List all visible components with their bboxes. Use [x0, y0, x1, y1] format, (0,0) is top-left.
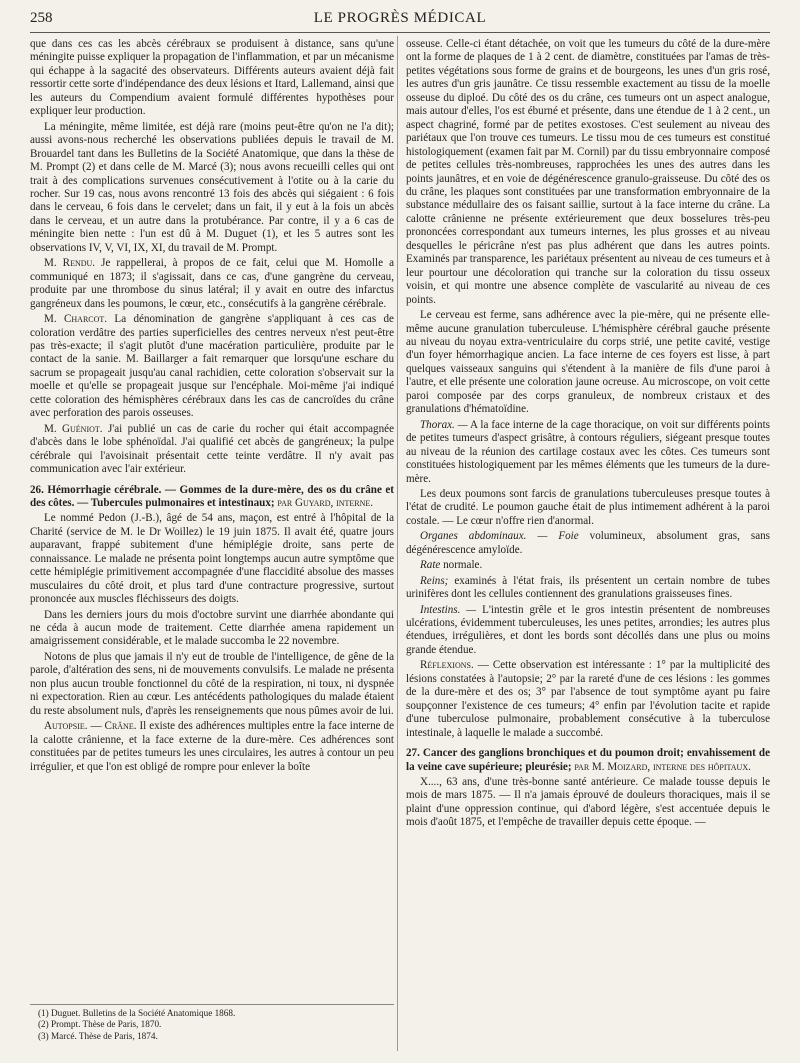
paragraph: La méningite, même limitée, est déjà rare (moins peut-être qu'on ne l'a dit); aussi avons-nous recherché les observations publiées depuis le travail de M. Brouardel tant dans les Bulletins de la Société Anatomique, que dans la thèse de M. Prompt (2) et dans celle de M. Marcé (3); nous avons recueilli celles qui ont trait à des complications survenues consécutivement à l'otite ou à la carie du rocher. Sur 19 cas, nous avons rencontré 13 fois des abcès qui siégaient : 6 fois dans le cerveau, 6 fois dans le cervelet; dans un fait, il y eut à la fois un abcès dans le cerveau, et un autre dans la protubérance. Par contre, il y a 6 cas de méningite bien nette : l'un est dû à M. Duguet (1), et les 5 autres sont les observations IV, V, VI, IX, XI, du travail de M. Prompt. — [30, 120, 394, 254]
paragraph — [406, 530, 770, 557]
paragraph — [30, 423, 394, 477]
paragraph-text: Je rappellerai, à propos de ce fait, celui que M. Homolle a communiqué en 1873; il s'agissait, dans ce cas, d'une gangrène du cerveau, produite par une thrombose du sinus latéral; il y avait en outre des infarctus gangréneux dans les poumons, le cœur, etc., consécutifs à la gangrène cérébrale. — [30, 257, 394, 310]
journal-title: LE PROGRÈS MÉDICAL — [313, 10, 487, 26]
paragraph-text: J'ai publié un cas de carie du rocher qui était accompagnée d'abcès dans le lobe sphénoïdal. J'ai qualifié cet abcès de gangréneux; la pulpe cérébrale qui l'avoisinait présentait cette teinte verdâtre. Il n'y avait pas communication avec l'air extérieur. — [30, 422, 394, 476]
paragraph: X...., 63 ans, d'une très-bonne santé antérieure. Ce malade tousse depuis le mois de mars 1875. — Il n'a jamais éprouvé de douleurs thoraciques, mais il se plaint d'une oppression continue, qui d'abord légère, s'est accentuée depuis le mois d'août 1875, et l'empêche de travailler depuis cette époque. — — [406, 776, 770, 829]
section-author: par M. Moizard, interne des hôpitaux. — [574, 760, 751, 773]
speaker: Thorax. — — [420, 418, 468, 431]
speaker: Reins; — [420, 574, 449, 587]
paragraph — [406, 575, 770, 602]
paragraph-text: A la face interne de la cage thoracique, on voit sur différents points de petites tumeurs d'aspect grisâtre, à contours réguliers, siégeant presque toutes au niveau de la réunion des cartilage costaux avec les côtes. Ces tumeurs sont constituées histologiquement par les mêmes éléments que les tumeurs de la dure-mère. — [406, 418, 770, 485]
footnote: (3) Marcé. Thèse de Paris, 1874. — [38, 1030, 158, 1041]
paragraph: Le nommé Pedon (J.-B.), âgé de 54 ans, maçon, est entré à l'hôpital de la Charité (service de M. le Dr Woillez) le 19 juin 1875. Il avait été, quatre jours auparavant, frappé subitement d'une hémiplégie droite, sans perte de connaissance. Le malade ne présenta point longtemps aucun autre symptôme que cette hémiplégie primitivement accompagnée d'une flaccidité absolue des masses musculaires du côté droit, et plus tard d'une contracture progressive, surtout prononcée aux muscles fléchisseurs des doigts. — [30, 512, 394, 606]
paragraph-text: examinés à l'état frais, ils présentent un certain nombre de tubes urinifères dont les cellules contiennent des granulations graisseuses fines. — [406, 574, 770, 601]
paragraph-text: normale. — [443, 559, 483, 572]
section-author: par Guyard, interne. — [277, 496, 374, 509]
paragraph-text: Il existe des adhérences multiples entre la face interne de la calotte crânienne, et la face externe de la dure-mère. Ces adhérences sont constituées par de petites tumeurs les unes circulaires, les autres à contour un peu irrégulier, et que l'on est obligé de rompre pour enlever la boîte — [30, 720, 395, 773]
column-divider — [397, 36, 398, 1051]
speaker: Autopsie. — Crâne. — [44, 720, 137, 733]
paragraph — [30, 257, 394, 311]
paragraph — [406, 604, 770, 658]
section-heading — [406, 747, 770, 774]
speaker: M. Guéniot. — [44, 422, 103, 435]
paragraph — [406, 559, 770, 572]
left-column — [30, 38, 394, 776]
paragraph-text: L'intestin grêle et le gros intestin présentent de nombreuses ulcérations, évidemment tuberculeuses, les unes petites, arrondies; les autres plus étendues, irrégulières, et dont les bords sont décollés dans une plus ou moins grande étendue. — [406, 603, 770, 656]
paragraph-text: Cette observation est intéressante : 1° par la multiplicité des lésions constatées à l'autopsie; 2° par la rareté d'une de ces lésions : les gommes de la dure-mère et des os; 3° par l'absence de tout symptôme ayant pu faire soupçonner l'existence de ces tumeurs; 4° enfin par l'évolution tacite et rapide d'une tuberculose pulmonaire, probablement consécutive à la tuberculose intestinale, à laquelle le malade a succombé. — [406, 659, 770, 739]
paragraph — [30, 720, 394, 774]
speaker: M. Charcot. — [44, 313, 108, 326]
footnote: (2) Prompt. Thèse de Paris, 1870. — [38, 1019, 162, 1030]
speaker: Réflexions. — — [420, 659, 489, 672]
page-number: 258 — [30, 10, 53, 26]
section-title: 27. Cancer des ganglions bronchiques et du poumon droit; envahissement de la veine cave supérieure; pleurésie; — [406, 747, 770, 773]
paragraph: Dans les derniers jours du mois d'octobre survint une diarrhée abondante qui ne céda à aucun mode de traitement. Cette diarrhée amena rapidement un amaigrissement considérable, et le malade succomba le 22 novembre. — [30, 608, 394, 648]
speaker: Intestins. — — [420, 603, 477, 616]
section-title: 26. Hémorrhagie cérébrale. — Gommes de la dure-mère, des os du crâne et des côtes. — Tubercules pulmonaires et intestinaux; — [30, 483, 394, 509]
paragraph — [30, 313, 394, 421]
paragraph-text: volumineux, absolument gras, sans dégénérescence amyloïde. — [406, 530, 770, 556]
right-column — [406, 38, 770, 832]
footnotes — [30, 1004, 394, 1042]
page-header — [30, 10, 770, 32]
header-rule — [30, 32, 770, 33]
paragraph: que dans ces cas les abcès cérébraux se produisent à distance, sans qu'une méningite puisse expliquer la propagation de l'inflammation, et par un mécanisme qui échappe à la sagacité des observateurs. Différents auteurs avaient déjà fait ressortir cette sorte d'indépendance des deux lésions et Itard, Lallemand, ainsi que les auteurs du Compendium avaient formulé différentes hypothèses pour expliquer leur production. — [30, 38, 394, 118]
speaker: Rate — [420, 559, 441, 572]
section-heading — [30, 484, 394, 511]
paragraph — [406, 659, 770, 740]
speaker: Organes abdominaux. — Foie — [420, 530, 579, 543]
paragraph-text: La dénomination de gangrène s'appliquant à ces cas de coloration verdâtre des parties superficielles des centres nerveux n'est peut-être pas très-exacte; il s'agit plutôt d'une macération particulière, produite par le contact de la sanie. M. Baillarger a fait remarquer que lorsqu'une eschare du sacrum se propageait jusqu'au canal rachidien, cette coloration s'observait sur la moelle et qu'elle se propageait jusque sur l'encéphale. Moi-même j'ai indiqué cette coloration des hémisphères cérébraux dans les cas de cancroïdes du crâne avec perforation des parois osseuses. — [30, 313, 394, 420]
paragraph: Le cerveau est ferme, sans adhérence avec la pie-mère, qui ne présente elle-même aucune granulation tuberculeuse. L'hémisphère cérébral gauche présente au niveau du noyau extra-ventriculaire du corps strié, une petite cavité, vestige d'un foyer hémorrhagique ancien. La face interne de ces foyers est lisse, à part quelques vaisseaux sanguins qui s'étendent à la manière de fils d'une paroi à l'autre, et elle présente une coloration jaune ocreuse. Au microscope, on voit cette paroi composée par des corps granuleux, de nombreux cristaux et des granulations d'hématoïdine. — [406, 309, 770, 416]
paragraph — [406, 419, 770, 486]
paragraph: osseuse. Celle-ci étant détachée, on voit que les tumeurs du côté de la dure-mère ont la forme de plaques de 1 à 2 cent. de diamètre, constituées par l'amas de très-petites végétations sous forme de grains et de bourgeons, les unes d'un gris rosé, les autres d'un gris jaunâtre. Ce tissu ressemble exactement au tissu de la moelle osseuse du diploé. Du côté des os du crâne, ces tumeurs ont un aspect analogue, mais autour d'elles, l'os est éburné et présente, dans une étendue de 1 à 2 cent., un aspect chagriné, formé par de petites exostoses. C'est seulement au niveau des pariétaux que l'on trouve ces tumeurs. Le tissu mou de ces tumeurs est constitué histologiquement (examen fait par M. Cornil) par du tissu embryonnaire composé de petites cellules très-nombreuses, rapprochées les unes des autres dans les points jaunâtres, et en voie de dégénérescence granulo-graisseuse. Du côté des os du crâne, les plaques sont constituées par une transformation embryonnaire de la substance médullaire des os faisant saillie, surtout à la face interne du crâne. La calotte crânienne ne présente extérieurement que deux bosselures très-peu prononcées correspondant aux tumeurs internes, les plus grosses et au niveau desquelles le péricrâne n'est pas plus adhérent que dans les autres points. Examinés par transparence, les pariétaux présentent au niveau de ces tumeurs et à leur pourtour une décoloration qui tranche sur la coloration du tissu osseux voisin, et qui montre une absence complète de vascularité au niveau de ces points. — [406, 38, 770, 306]
speaker: M. Rendu. — [44, 257, 96, 270]
paragraph: Notons de plus que jamais il n'y eut de trouble de l'intelligence, de gêne de la parole, d'altération des sens, ni de mouvements convulsifs. Le malade ne présenta non plus aucun trouble fonctionnel du côté de la respiration, ni toux, ni dyspnée ni expectoration. Rien au cœur. Les antécédents pathologiques du malade étaient du reste absolument nuls, d'après les renseignements que nous pûmes avoir de lui. — [30, 650, 394, 717]
paragraph: Les deux poumons sont farcis de granulations tuberculeuses presque toutes à l'état de crudité. Le poumon gauche était de plus intimement adhérent à la paroi costale. — Le cœur n'offre rien d'anormal. — [406, 487, 770, 527]
footnote: (1) Duguet. Bulletins de la Société Anatomique 1868. — [38, 1008, 236, 1018]
